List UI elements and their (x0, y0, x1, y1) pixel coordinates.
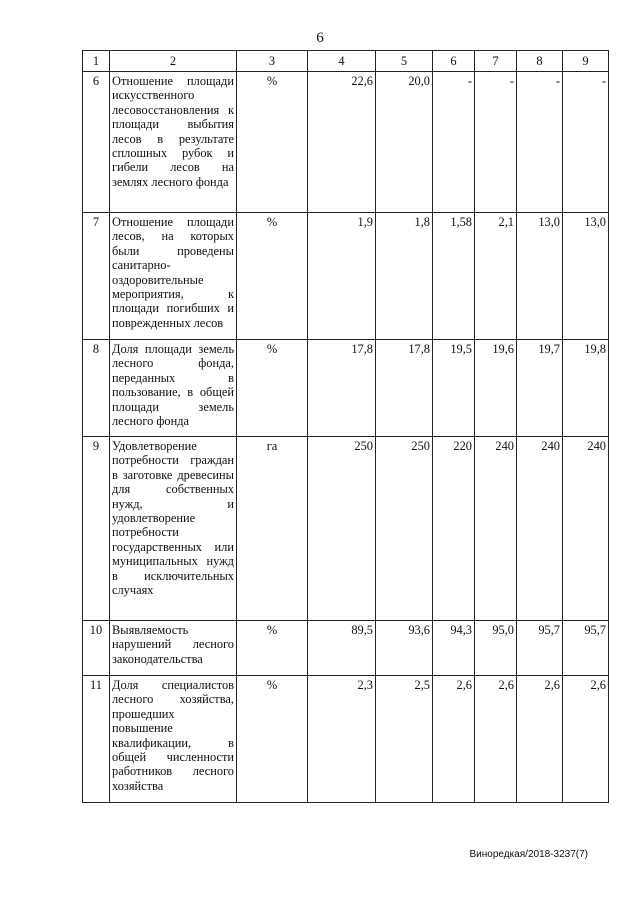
value-cell: 19,6 (475, 340, 517, 437)
value-cell: 20,0 (376, 72, 433, 213)
value-cell: 240 (475, 437, 517, 621)
value-cell: - (517, 72, 563, 213)
value-cell: - (433, 72, 475, 213)
value-cell: 95,7 (563, 621, 609, 676)
value-cell: 2,6 (475, 676, 517, 803)
table-row (83, 72, 609, 213)
column-header: 8 (517, 51, 563, 72)
column-header: 9 (563, 51, 609, 72)
column-number-row (83, 51, 609, 72)
value-cell: 2,6 (517, 676, 563, 803)
value-cell: - (563, 72, 609, 213)
column-header: 1 (83, 51, 110, 72)
value-cell: 2,6 (433, 676, 475, 803)
column-header: 6 (433, 51, 475, 72)
value-cell: 1,9 (308, 213, 376, 340)
indicator-name: Выявляемость нарушений лесного законодательства (110, 621, 237, 676)
value-cell: - (475, 72, 517, 213)
indicator-name: Отношение площади искусственного лесовосстановления к площади выбытия лесов в результате сплошных рубок и гибели лесов на землях лесного фонда (110, 72, 237, 213)
column-header: 5 (376, 51, 433, 72)
column-header: 2 (110, 51, 237, 72)
row-number: 6 (83, 72, 110, 213)
value-cell: 94,3 (433, 621, 475, 676)
unit-cell: % (237, 621, 308, 676)
value-cell: 2,6 (563, 676, 609, 803)
indicator-name: Удовлетворение потребности граждан в заготовке древесины для собственных нужд, и удовлетворение потребности государственных или муниципальных нужд в исключительных случаях (110, 437, 237, 621)
value-cell: 1,8 (376, 213, 433, 340)
value-cell: 2,5 (376, 676, 433, 803)
value-cell: 1,58 (433, 213, 475, 340)
unit-cell: га (237, 437, 308, 621)
indicator-name: Доля специалистов лесного хозяйства, прошедших повышение квалификации, в общей численности работников лесного хозяйства (110, 676, 237, 803)
column-header: 3 (237, 51, 308, 72)
unit-cell: % (237, 72, 308, 213)
value-cell: 95,0 (475, 621, 517, 676)
row-number: 8 (83, 340, 110, 437)
table-row (83, 213, 609, 340)
column-header: 4 (308, 51, 376, 72)
value-cell: 250 (376, 437, 433, 621)
value-cell: 2,1 (475, 213, 517, 340)
value-cell: 240 (517, 437, 563, 621)
value-cell: 220 (433, 437, 475, 621)
indicator-name: Отношение площади лесов, на которых были проведены санитарно-оздоровительные мероприятия, к площади погибших и поврежденных лесов (110, 213, 237, 340)
value-cell: 2,3 (308, 676, 376, 803)
row-number: 11 (83, 676, 110, 803)
row-number: 10 (83, 621, 110, 676)
table-row (83, 437, 609, 621)
unit-cell: % (237, 340, 308, 437)
row-number: 9 (83, 437, 110, 621)
value-cell: 22,6 (308, 72, 376, 213)
table-row (83, 340, 609, 437)
value-cell: 19,8 (563, 340, 609, 437)
value-cell: 17,8 (308, 340, 376, 437)
document-code: Виноредкая/2018-3237(7) (469, 849, 588, 860)
row-number: 7 (83, 213, 110, 340)
page-number: 6 (316, 30, 324, 46)
value-cell: 95,7 (517, 621, 563, 676)
unit-cell: % (237, 213, 308, 340)
value-cell: 19,7 (517, 340, 563, 437)
indicator-name: Доля площади земель лесного фонда, переданных в пользование, в общей площади земель лесного фонда (110, 340, 237, 437)
value-cell: 13,0 (563, 213, 609, 340)
value-cell: 93,6 (376, 621, 433, 676)
value-cell: 240 (563, 437, 609, 621)
value-cell: 250 (308, 437, 376, 621)
value-cell: 13,0 (517, 213, 563, 340)
value-cell: 17,8 (376, 340, 433, 437)
indicators-table (82, 50, 609, 803)
column-header: 7 (475, 51, 517, 72)
value-cell: 89,5 (308, 621, 376, 676)
table-row (83, 676, 609, 803)
table-row (83, 621, 609, 676)
unit-cell: % (237, 676, 308, 803)
value-cell: 19,5 (433, 340, 475, 437)
